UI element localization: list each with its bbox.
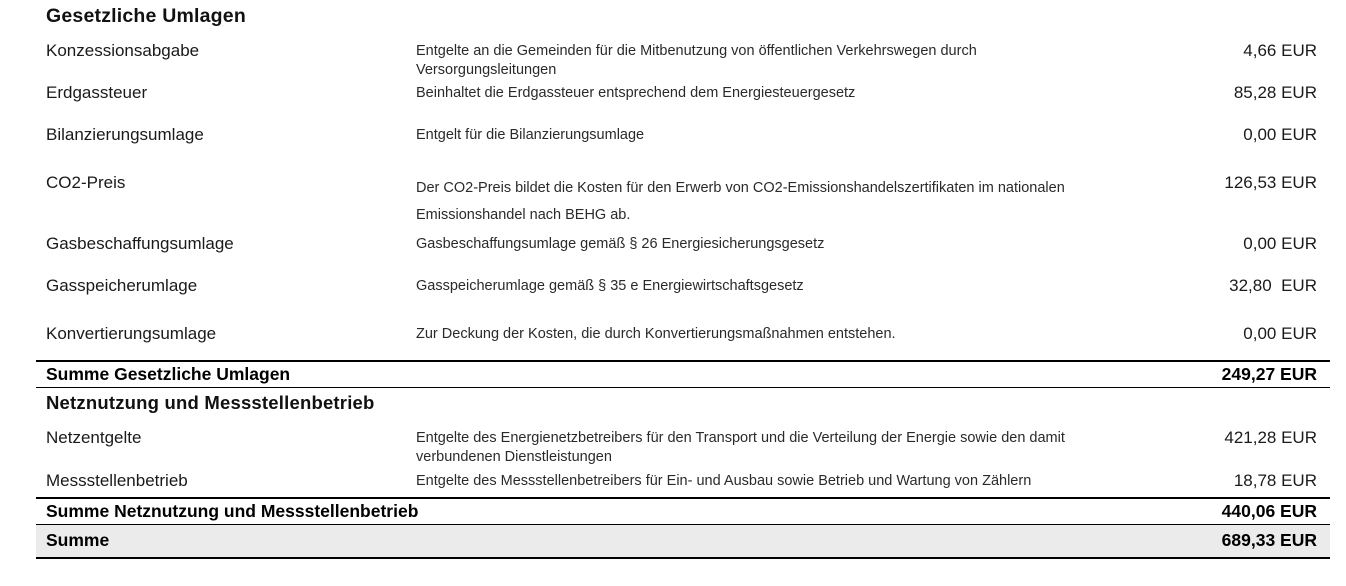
table-row-konvertierungsumlage [36, 323, 1330, 344]
row-label: Konzessionsabgabe [46, 41, 200, 60]
table-row-co2-preis [36, 172, 1330, 229]
row-description: Der CO2-Preis bildet die Kosten für den Erwerb von CO2-Emissionshandelszertifikaten im nationalen Emissionshandel nach BEHG ab. [416, 180, 1065, 223]
row-label: Erdgassteuer [46, 83, 148, 102]
row-description: Entgelte des Energienetzbetreibers für den Transport und die Verteilung der Energie sowie den damit verbundenen Dienstleistungen [416, 430, 1065, 465]
row-amount: 32,80 EUR [1229, 276, 1317, 295]
section-rows-netznutzung [36, 427, 1330, 491]
summary-row-gesetzliche-umlagen [36, 360, 1330, 388]
grand-total-amount: 689,33 EUR [1221, 530, 1317, 550]
summary-amount: 440,06 EUR [1221, 501, 1317, 521]
section-rows-gesetzliche-umlagen [36, 40, 1330, 344]
row-amount: 0,00 EUR [1243, 234, 1317, 253]
row-amount: 0,00 EUR [1243, 324, 1317, 343]
table-row-netzentgelte [36, 427, 1330, 467]
row-label: Bilanzierungsumlage [46, 125, 204, 144]
section-title-netznutzung: Netznutzung und Messstellenbetrieb [46, 392, 375, 413]
row-label: Gasbeschaffungsumlage [46, 234, 234, 253]
table-row-bilanzierungsumlage [36, 124, 1330, 145]
grand-total-row [36, 525, 1330, 559]
row-label: Netzentgelte [46, 428, 142, 447]
summary-label: Summe Gesetzliche Umlagen [46, 364, 291, 384]
row-amount: 85,28 EUR [1233, 83, 1317, 102]
table-row-gasbeschaffungsumlage [36, 233, 1330, 254]
table-row-messstellenbetrieb [36, 470, 1330, 491]
row-amount: 18,78 EUR [1233, 471, 1317, 490]
table-row-gasspeicherumlage [36, 275, 1330, 296]
row-description: Gasbeschaffungsumlage gemäß § 26 Energiesicherungsgesetz [416, 236, 825, 252]
row-description: Entgelte des Messstellenbetreibers für Ein- und Ausbau sowie Betrieb und Wartung von Zählern [416, 473, 1032, 489]
summary-row-netznutzung [36, 497, 1330, 525]
section-title-gesetzliche-umlagen: Gesetzliche Umlagen [46, 5, 246, 27]
grand-total-label: Summe [46, 530, 110, 550]
summary-amount: 249,27 EUR [1221, 364, 1317, 384]
table-row-erdgassteuer [36, 82, 1330, 103]
table-row-konzessionsabgabe [36, 40, 1330, 80]
row-label: Konvertierungsumlage [46, 324, 217, 343]
row-amount: 4,66 EUR [1243, 41, 1317, 60]
row-amount: 126,53 EUR [1224, 173, 1317, 192]
row-label: Messstellenbetrieb [46, 471, 188, 490]
row-description: Beinhaltet die Erdgassteuer entsprechend dem Energiesteuergesetz [416, 85, 856, 101]
row-amount: 421,28 EUR [1224, 428, 1317, 447]
row-description: Zur Deckung der Kosten, die durch Konvertierungsmaßnahmen entstehen. [416, 326, 896, 342]
summary-label: Summe Netznutzung und Messstellenbetrieb [46, 501, 419, 521]
row-amount: 0,00 EUR [1243, 125, 1317, 144]
row-description: Gasspeicherumlage gemäß § 35 e Energiewirtschaftsgesetz [416, 278, 804, 294]
row-label: CO2-Preis [46, 173, 126, 192]
row-description: Entgelt für die Bilanzierungsumlage [416, 127, 645, 143]
row-description: Entgelte an die Gemeinden für die Mitbenutzung von öffentlichen Verkehrswegen durch Versorgungsleitungen [416, 43, 977, 78]
row-label: Gasspeicherumlage [46, 276, 198, 295]
